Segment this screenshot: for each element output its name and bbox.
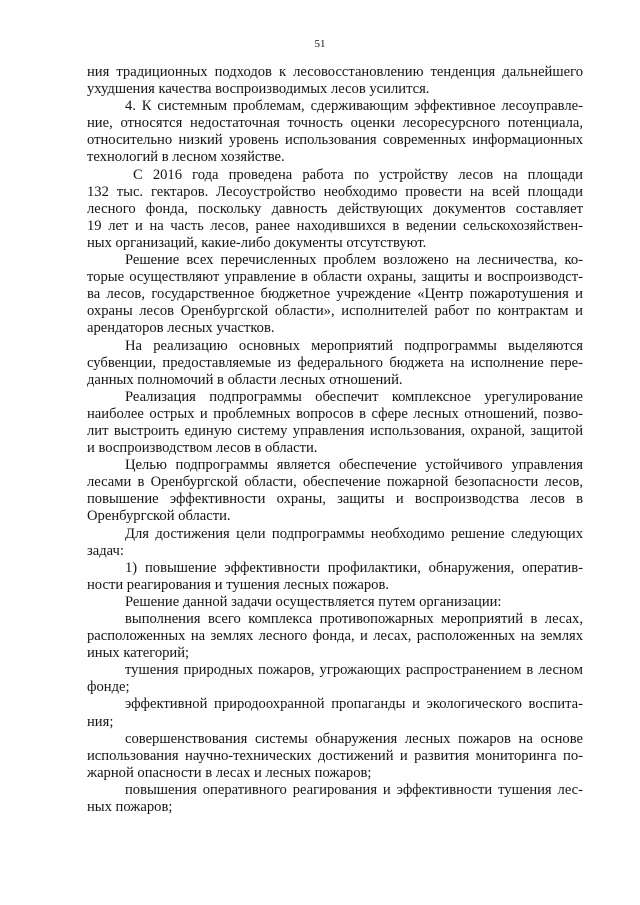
paragraph: [87, 98, 583, 166]
paragraph: [87, 560, 583, 594]
text-line: Реализация подпрограммы обеспечит комплексное урегулирование: [125, 388, 583, 405]
text-line: ных организаций, какие-либо документы отсутствуют.: [87, 234, 427, 251]
text-line: 1) повышение эффективности профилактики, обнаружения, оператив-: [125, 559, 583, 576]
text-line: технологий в лесном хозяйстве.: [87, 149, 285, 166]
text-line: ва лесов, государственное бюджетное учреждение «Центр пожаротушения и: [87, 286, 583, 303]
text-line: 19 лет и на часть лесов, ранее находившихся в ведении сельскохозяйствен-: [87, 217, 583, 234]
text-line: 132 тыс. гектаров. Лесоустройство необходимо провести на всей площади: [87, 183, 583, 200]
text-line: На реализацию основных мероприятий подпрограммы выделяются: [125, 337, 583, 354]
text-line: наиболее острых и проблемных вопросов в сфере лесных отношений, позво-: [87, 405, 583, 422]
text-line: 4. К системным проблемам, сдерживающим эффективное лесоуправле-: [125, 98, 583, 115]
text-line: фонде;: [87, 679, 130, 696]
text-line: повышение эффективности охраны, защиты и воспроизводства лесов в: [87, 491, 583, 508]
paragraph: [87, 662, 583, 696]
text-line: расположенных на землях лесного фонда, и лесах, расположенных на землях: [87, 628, 583, 645]
text-line: лесного фонда, поскольку давность действующих документов составляет: [87, 200, 583, 217]
text-line: торые осуществляют управление в области охраны, защиты и воспроизводст-: [87, 269, 583, 286]
text-line: Решение всех перечисленных проблем возложено на лесничества, ко-: [125, 252, 583, 269]
text-line: ухудшения качества воспроизводимых лесов усилится.: [87, 81, 430, 98]
text-line: совершенствования системы обнаружения лесных пожаров на основе: [125, 730, 583, 747]
text-line: задач:: [87, 542, 124, 559]
text-line: Оренбургской области.: [87, 508, 231, 525]
text-line: данных полномочий в области лесных отношений.: [87, 371, 403, 388]
text-line: использования научно-технических достижений и развития мониторинга по-: [87, 747, 583, 764]
text-line: тушения природных пожаров, угрожающих распространением в лесном: [125, 662, 583, 679]
paragraph: [87, 389, 583, 457]
text-line: С 2016 года проведена работа по устройству лесов на площади: [133, 166, 583, 183]
text-line: и воспроизводством лесов в области.: [87, 440, 318, 457]
text-line: относительно низкий уровень использования современных информационных: [87, 132, 583, 149]
paragraph: [87, 457, 583, 525]
paragraph: [87, 782, 583, 816]
text-line: ности реагирования и тушения лесных пожаров.: [87, 576, 389, 593]
text-line: лесами в Оренбургской области, обеспечение пожарной безопасности лесов,: [87, 474, 583, 491]
text-line: ния традиционных подходов к лесовосстановлению тенденция дальнейшего: [87, 64, 583, 80]
text-line: ния;: [87, 713, 114, 730]
paragraph: [87, 696, 583, 730]
paragraph: [87, 64, 583, 98]
page-number: 51: [314, 38, 326, 50]
text-line: жарной опасности в лесах и лесных пожаров;: [87, 764, 372, 781]
text-line: иных категорий;: [87, 645, 190, 662]
document-body: [87, 64, 583, 816]
paragraph: [87, 167, 583, 252]
text-line: лит выстроить единую систему управления использования, охраной, защитой: [87, 422, 583, 439]
text-line: охраны лесов Оренбургской области», исполнителей работ по контрактам и: [87, 303, 583, 320]
paragraph: [87, 252, 583, 337]
text-line: Решение данной задачи осуществляется путем организации:: [125, 593, 502, 610]
paragraph: [87, 338, 583, 389]
paragraph: [87, 594, 583, 611]
text-line: субвенции, предоставляемые из федерального бюджета на исполнение пере-: [87, 354, 583, 371]
text-line: арендаторов лесных участков.: [87, 320, 275, 337]
text-line: повышения оперативного реагирования и эффективности тушения лес-: [125, 781, 583, 798]
text-line: эффективной природоохранной пропаганды и экологического воспита-: [125, 696, 583, 713]
paragraph: [87, 526, 583, 560]
text-line: ных пожаров;: [87, 799, 173, 816]
text-line: Целью подпрограммы является обеспечение устойчивого управления: [125, 457, 583, 474]
text-line: Для достижения цели подпрограммы необходимо решение следующих: [125, 525, 583, 542]
text-line: выполнения всего комплекса противопожарных мероприятий в лесах,: [125, 611, 583, 627]
paragraph: [87, 731, 583, 782]
text-line: ние, относятся недостаточная точность оценки лесоресурсного потенциала,: [87, 115, 583, 132]
paragraph: [87, 611, 583, 662]
